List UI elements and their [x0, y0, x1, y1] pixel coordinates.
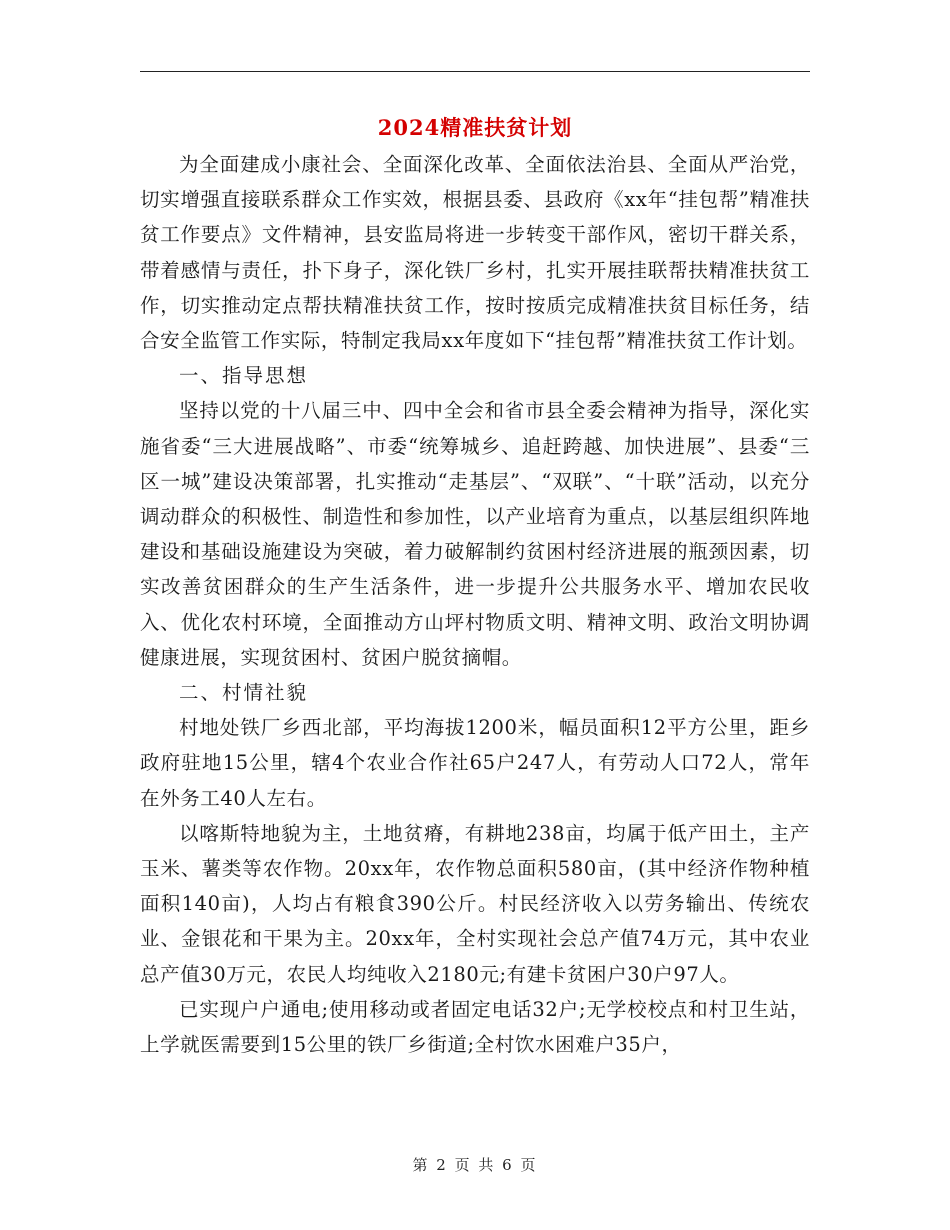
page-footer: 第 2 页 共 6 页	[412, 1156, 538, 1174]
paragraph-intro: 为全面建成小康社会、全面深化改革、全面依法治县、全面从严治党，切实增强直接联系群众工作实效，根据县委、县政府《xx年“挂包帮”精准扶贫工作要点》文件精神，县安监局将进一步转变干部作风，密切干群关系，带着感情与责任，扑下身子，深化铁厂乡村，扎实开展挂联帮扶精准扶贫工作，切实推动定点帮扶精准扶贫工作，按时按质完成精准扶贫目标任务，结合安全监管工作实际，特制定我局xx年度如下“挂包帮”精准扶贫工作计划。	[140, 153, 810, 353]
paragraph-guiding-ideology: 坚持以党的十八届三中、四中全会和省市县全委会精神为指导，深化实施省委“三大进展战略”、市委“统筹城乡、追赶跨越、加快进展”、县委“三区一城”建设决策部署，扎实推动“走基层”、“双联”、“十联”活动，以充分调动群众的积极性、制造性和参加性，以产业培育为重点，以基层组织阵地建设和基础设施建设为突破，着力破解制约贫困村经济进展的瓶颈因素，切实改善贫困群众的生产生活条件，进一步提升公共服务水平、增加农民收入、优化农村环境，全面推动方山坪村物质文明、精神文明、政治文明协调健康进展，实现贫困村、贫困户脱贫摘帽。	[140, 399, 810, 669]
paragraph-village-infrastructure: 已实现户户通电;使用移动或者固定电话32户;无学校校点和村卫生站，上学就医需要到15公里的铁厂乡街道;全村饮水困难户35户，	[140, 997, 810, 1057]
document-body	[140, 147, 810, 1062]
document-title: 2024精准扶贫计划	[377, 115, 573, 140]
section-heading-guiding-ideology: 一、指导思想	[179, 364, 309, 388]
section-heading-village-profile: 二、村情社貌	[179, 681, 309, 705]
paragraph-village-location: 村地处铁厂乡西北部，平均海拔1200米，幅员面积12平方公里，距乡政府驻地15公里，辖4个农业合作社65户247人，有劳动人口72人，常年在外务工40人左右。	[140, 716, 810, 810]
header-rule	[140, 71, 810, 72]
paragraph-village-economy: 以喀斯特地貌为主，土地贫瘠，有耕地238亩，均属于低产田土，主产玉米、薯类等农作物。20xx年，农作物总面积580亩，(其中经济作物种植面积140亩)，人均占有粮食390公斤。村民经济收入以劳务输出、传统农业、金银花和干果为主。20xx年，全村实现社会总产值74万元，其中农业总产值30万元，农民人均纯收入2180元;有建卡贫困户30户97人。	[140, 821, 810, 986]
